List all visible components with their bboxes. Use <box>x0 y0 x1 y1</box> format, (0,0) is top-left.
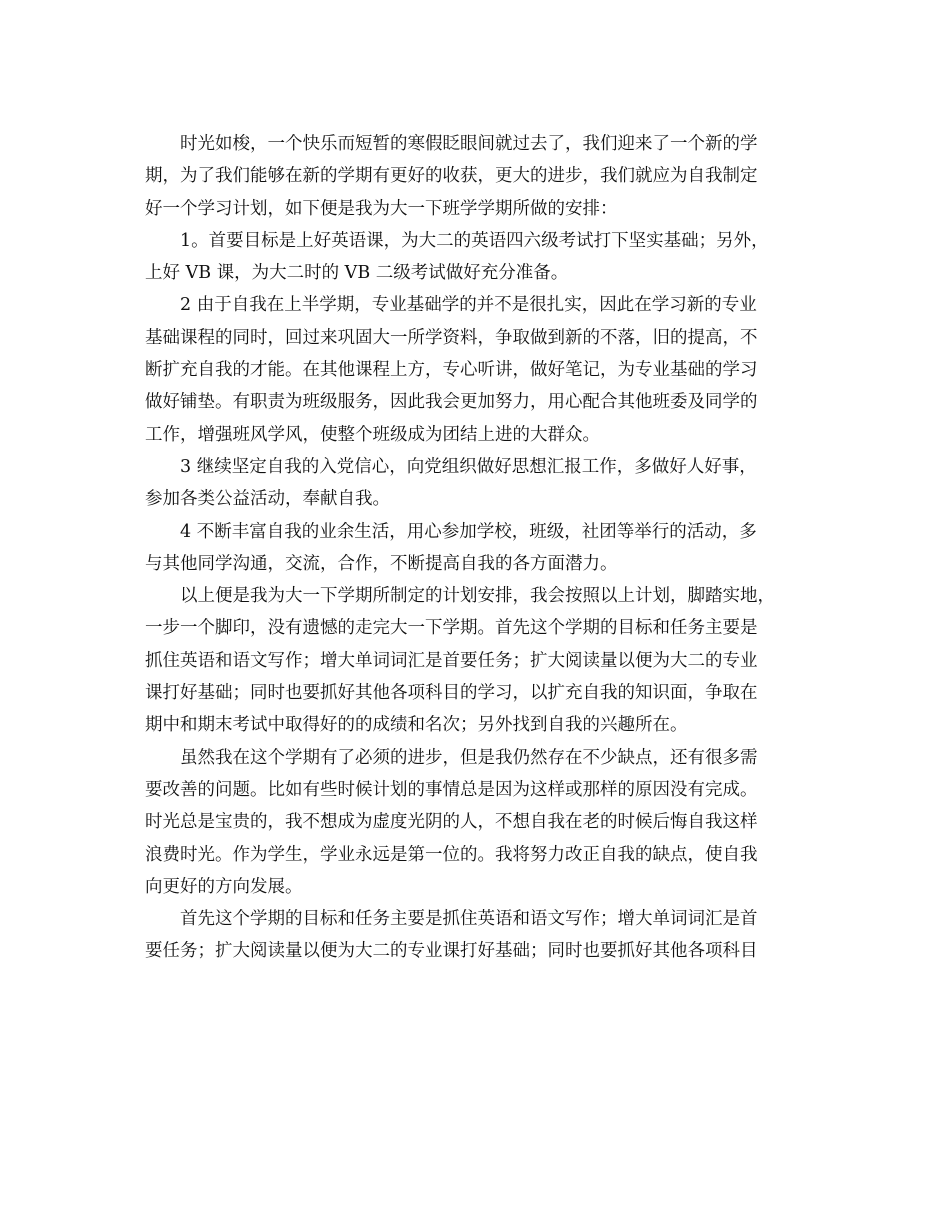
text-line: 一步一个脚印，没有遗憾的走完大一下学期。首先这个学期的目标和任务主要是 <box>145 618 758 639</box>
paragraph-summary <box>145 580 805 741</box>
text-line: 1。首要目标是上好英语课，为大二的英语四六级考试打下坚实基础；另外， <box>180 230 769 251</box>
text-line: 向更好的方向发展。 <box>145 876 303 897</box>
text-line: 参加各类公益活动，奉献自我。 <box>145 489 390 510</box>
paragraph-goal-4 <box>145 516 805 581</box>
paragraph-goal-3 <box>145 451 805 516</box>
text-line: 要任务；扩大阅读量以便为大二的专业课打好基础；同时也要抓好其他各项科目 <box>145 941 758 962</box>
text-line: 工作，增强班风学风，使整个班级成为团结上进的大群众。 <box>145 424 600 445</box>
text-line: 断扩充自我的才能。在其他课程上方，专心听讲，做好笔记，为专业基础的学习 <box>145 360 758 381</box>
text-line: 3 继续坚定自我的入党信心，向党组织做好思想汇报工作，多做好人好事， <box>180 456 757 477</box>
text-line: 4 不断丰富自我的业余生活，用心参加学校，班级，社团等举行的活动，多 <box>180 521 757 542</box>
text-line: 期，为了我们能够在新的学期有更好的收获，更大的进步，我们就应为自我制定 <box>145 166 758 187</box>
paragraph-goal-2 <box>145 289 805 450</box>
paragraph-intro <box>145 128 805 225</box>
text-line: 课打好基础；同时也要抓好其他各项科目的学习，以扩充自我的知识面，争取在 <box>145 683 758 704</box>
paragraph-closing <box>145 903 805 968</box>
text-line: 基础课程的同时，回过来巩固大一所学资料，争取做到新的不落，旧的提高，不 <box>145 327 758 348</box>
text-line: 要改善的问题。比如有些时候计划的事情总是因为这样或那样的原因没有完成。 <box>145 779 758 800</box>
paragraph-goal-1 <box>145 225 805 290</box>
text-line: 2 由于自我在上半学期，专业基础学的并不是很扎实，因此在学习新的专业 <box>180 295 757 316</box>
text-line: 浪费时光。作为学生，学业永远是第一位的。我将努力改正自我的缺点，使自我 <box>145 844 758 865</box>
text-line: 做好铺垫。有职责为班级服务，因此我会更加努力，用心配合其他班委及同学的 <box>145 392 758 413</box>
text-line: 以上便是我为大一下学期所制定的计划安排，我会按照以上计划，脚踏实地， <box>180 586 775 607</box>
text-line: 与其他同学沟通，交流，合作，不断提高自我的各方面潜力。 <box>145 553 618 574</box>
text-line: 时光如梭，一个快乐而短暂的寒假眨眼间就过去了，我们迎来了一个新的学 <box>180 134 758 154</box>
text-line: 抓住英语和语文写作；增大单词词汇是首要任务；扩大阅读量以便为大二的专业 <box>145 650 758 671</box>
paragraph-reflection <box>145 742 805 903</box>
text-line: 好一个学习计划，如下便是我为大一下班学学期所做的安排： <box>145 198 618 219</box>
text-line: 虽然我在这个学期有了必须的进步，但是我仍然存在不少缺点，还有很多需 <box>180 747 758 768</box>
text-line: 期中和期末考试中取得好的的成绩和名次；另外找到自我的兴趣所在。 <box>145 715 688 736</box>
text-line: 首先这个学期的目标和任务主要是抓住英语和语文写作；增大单词词汇是首 <box>180 909 758 930</box>
document-body <box>145 128 805 968</box>
text-line: 上好 VB 课，为大二时的 VB 二级考试做好充分准备。 <box>145 263 569 284</box>
text-line: 时光总是宝贵的，我不想成为虚度光阴的人，不想自我在老的时候后悔自我这样 <box>145 812 758 833</box>
